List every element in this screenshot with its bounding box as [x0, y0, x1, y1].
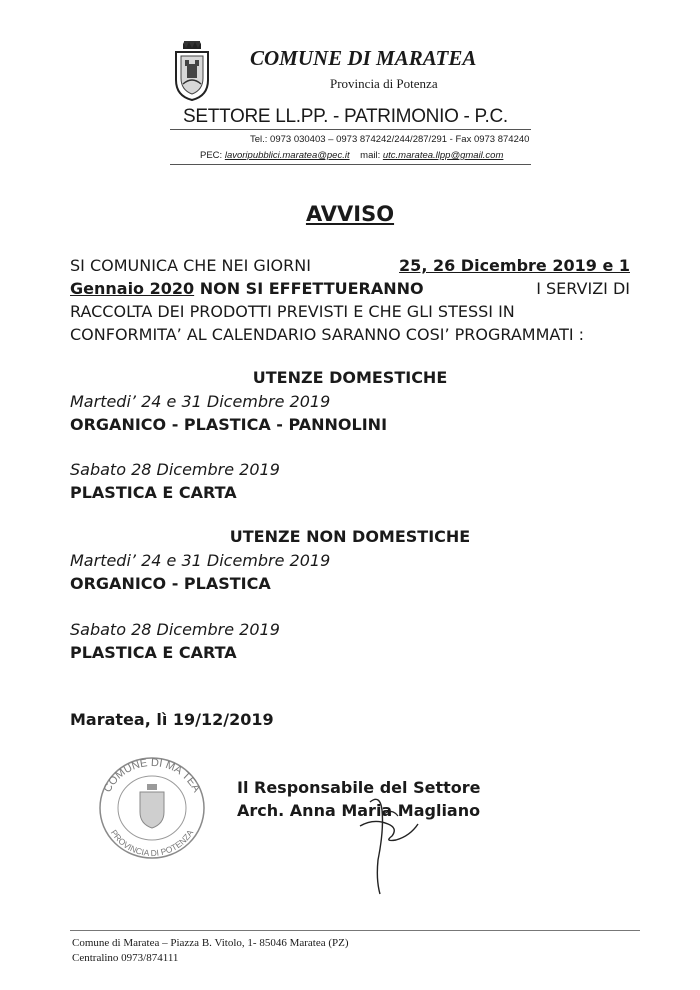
intro-services: I SERVIZI DI [536, 279, 630, 298]
signatory-name: Arch. Anna Maria Magliano [237, 801, 481, 820]
intro-dates: 25, 26 Dicembre 2019 e 1 [399, 256, 630, 275]
handwritten-signature-icon [340, 790, 440, 900]
non-domestic-day-2: Sabato 28 Dicembre 2019 [70, 620, 280, 639]
intro-line-2 [70, 277, 630, 300]
footer-divider [70, 930, 640, 931]
comune-title: COMUNE DI MARATEA [250, 46, 477, 70]
domestic-items-2: PLASTICA E CARTA [70, 483, 237, 502]
intro-line-3 [70, 300, 630, 323]
intro-date-january: Gennaio 2020 [70, 279, 195, 298]
non-domestic-items-2: PLASTICA E CARTA [70, 643, 237, 662]
header-bottom-divider [170, 164, 531, 165]
signatory-role: Il Responsabile del Settore [237, 778, 481, 797]
province-name: Provincia di Potenza [330, 76, 438, 91]
official-stamp-icon [92, 752, 212, 862]
domestic-heading: UTENZE DOMESTICHE [252, 368, 448, 387]
intro-text-start: SI COMUNICA CHE NEI GIORNI [70, 256, 311, 275]
domestic-day-1: Martedi’ 24 e 31 Dicembre 2019 [70, 392, 331, 411]
domestic-items-1: ORGANICO - PLASTICA - PANNOLINI [70, 415, 388, 434]
domestic-day-2: Sabato 28 Dicembre 2019 [70, 460, 280, 479]
footer-phone: Centralino 0973/874111 [72, 952, 179, 964]
non-domestic-day-1: Martedi’ 24 e 31 Dicembre 2019 [70, 551, 331, 570]
intro-line-4: CONFORMITA’ AL CALENDARIO SARANNO COSI’ PROGRAMMATI : [70, 325, 585, 344]
intro-text-3: RACCOLTA DEI PRODOTTI PREVISTI E CHE GLI STESSI IN [70, 302, 515, 321]
intro-not-performed: NON SI EFFETTUERANNO [194, 279, 424, 298]
header-divider [170, 129, 531, 130]
mail-address-link[interactable]: utc.maratea.llpp@gmail.com [382, 150, 504, 161]
office-name: SETTORE LL.PP. - PATRIMONIO - P.C. [183, 106, 508, 127]
mail-label: mail: [360, 150, 381, 161]
notice-title: AVVISO [305, 202, 395, 226]
footer-address: Comune di Maratea – Piazza B. Vitolo, 1- 85046 Maratea (PZ) [72, 937, 349, 949]
pec-label: PEC: [200, 150, 223, 161]
contact-numbers: Tel.: 0973 030403 – 0973 874242/244/287/291 - Fax 0973 874240 [250, 134, 530, 145]
notice-intro [70, 254, 630, 346]
non-domestic-heading: UTENZE NON DOMESTICHE [229, 527, 471, 546]
pec-address-link[interactable]: lavoripubblici.maratea@pec.it [224, 150, 350, 161]
svg-text:PROVINCIA DI POTENZA [109, 828, 196, 859]
non-domestic-items-1: ORGANICO - PLASTICA [70, 574, 271, 593]
email-contacts [200, 150, 503, 161]
place-and-date: Maratea, lì 19/12/2019 [70, 710, 274, 729]
municipal-crest-icon [172, 40, 212, 102]
intro-line-1 [70, 254, 630, 277]
stamp-bottom-text: PROVINCIA DI POTENZA [108, 827, 196, 859]
stamp-top-text: COMUNE DI MA TEA [101, 756, 203, 795]
